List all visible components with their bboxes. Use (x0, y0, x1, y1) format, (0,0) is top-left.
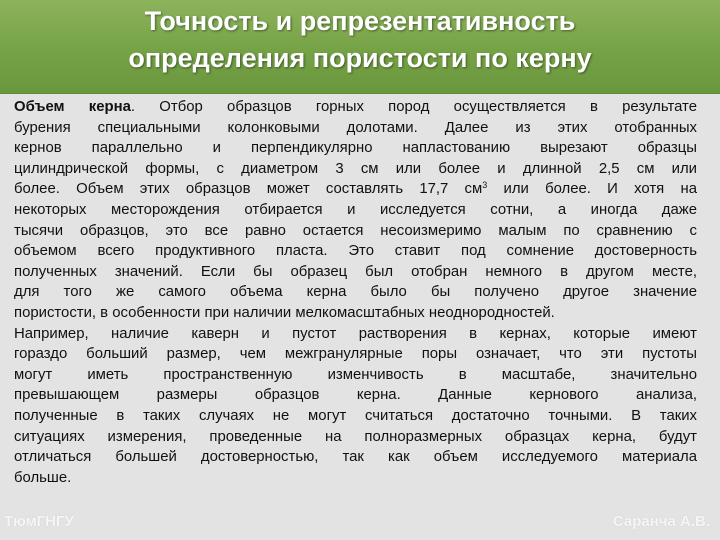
body-line-15: превышающем размеры образцов керна. Данные кернового анализа, (14, 387, 697, 404)
body-line-12: Например, наличие каверн и пустот растворения в кернах, которые имеют (14, 325, 697, 342)
body-line-17: ситуациях измерения, проведенные на полноразмерных образцах керна, будут (14, 428, 697, 445)
cubic-superscript: 3 (482, 180, 488, 191)
slide-title (0, 3, 720, 77)
body-line-10: для того же самого объема керна было бы получено другое значение (14, 284, 697, 301)
body-line-18: отличаться большей достоверностью, так как объем исследуемого материала (14, 449, 697, 466)
body-line-8: объемом всего продуктивного пласта. Это ставит под сомнение достоверность (14, 243, 697, 260)
body-line-2: бурения специальными колонковыми долотами. Далее из этих отобранных (14, 119, 697, 136)
slide-title-line-2: определения пористости по керну (128, 43, 592, 73)
body-line-5-post: или более. И хотя на (487, 181, 697, 198)
body-line-5-pre: более. Объем этих образцов может составлять 17,7 см (14, 181, 483, 198)
body-line-4: цилиндрической формы, с диаметром 3 см или более и длинной 2,5 см или (14, 160, 697, 177)
body-text (14, 97, 697, 488)
body-line-1-text: . Отбор образцов горных пород осуществляется в результате (130, 99, 697, 115)
body-line-14: могут иметь пространственную изменчивость в масштабе, значительно (14, 366, 697, 383)
footer-author: Саранча А.В. (612, 513, 710, 530)
body-line-9: полученных значений. Если бы образец был отобран немного в другом месте, (14, 263, 697, 280)
body-line-11: пористости, в особенности при наличии мелкомасштабных неоднородностей. (14, 304, 555, 321)
body-line-19: больше. (14, 469, 72, 486)
body-line-6: некоторых месторождения отбирается и исследуется сотни, а иногда даже (14, 201, 697, 218)
body-line-7: тысячи образцов, это все равно остается несоизмеримо малым по сравнению с (14, 222, 697, 239)
footer-university: ТюмГНГУ (4, 513, 74, 530)
term-core-volume: Объем керна (14, 99, 131, 115)
body-line-13: гораздо больший размер, чем межгранулярные поры означает, что эти пустоты (14, 346, 697, 363)
slide-title-line-1: Точность и репрезентативность (144, 6, 576, 36)
title-bar (0, 0, 720, 94)
body-line-1 (14, 97, 697, 118)
body-line-16: полученные в таких случаях не могут считаться достаточно точными. В таких (14, 407, 697, 424)
body-line-3: кернов параллельно и перпендикулярно напластованию вырезают образцы (14, 140, 697, 157)
body-line-5 (14, 179, 697, 200)
